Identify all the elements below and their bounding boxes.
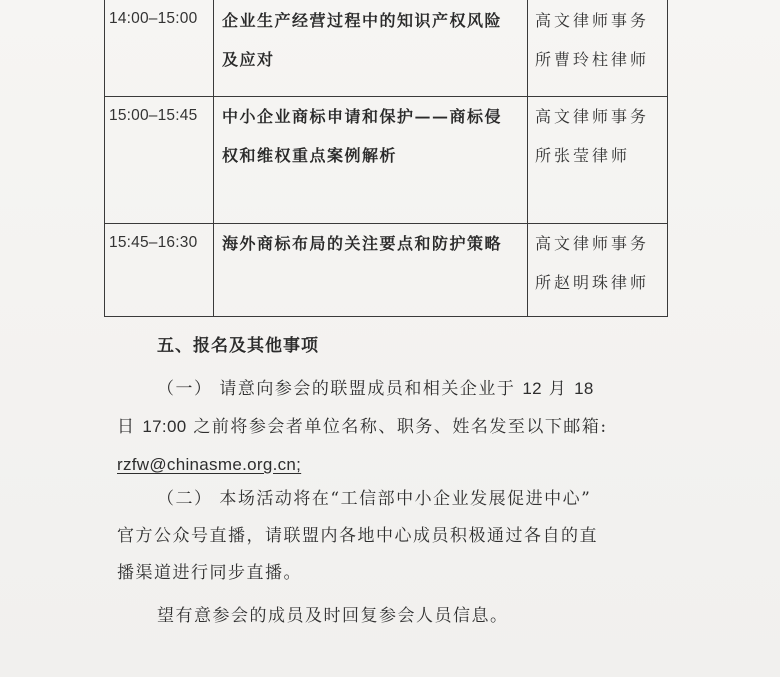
speaker-cell bbox=[528, 224, 668, 317]
text-run: 日 bbox=[117, 417, 143, 437]
time-cell: 15:45–16:30 bbox=[105, 224, 214, 317]
paragraph-line bbox=[117, 408, 677, 446]
section-heading: 五、报名及其他事项 bbox=[157, 336, 319, 356]
deadline-time: 17:00 bbox=[142, 417, 187, 436]
speaker-line: 高文律师事务 bbox=[535, 107, 650, 126]
time-cell: 14:00–15:00 bbox=[105, 0, 214, 97]
date-month: 12 bbox=[522, 379, 542, 398]
speaker-line: 所赵明珠律师 bbox=[535, 273, 650, 292]
topic-line: 海外商标布局的关注要点和防护策略 bbox=[222, 234, 503, 253]
table-row bbox=[105, 224, 668, 317]
paragraph-line bbox=[117, 370, 677, 408]
paragraph-registration bbox=[117, 370, 677, 484]
text-run: 月 bbox=[541, 379, 575, 399]
paragraph-livestream bbox=[117, 481, 677, 592]
topic-cell bbox=[214, 0, 528, 97]
table-row bbox=[105, 97, 668, 224]
paragraph-line bbox=[117, 446, 677, 484]
topic-cell bbox=[214, 224, 528, 317]
date-day: 18 bbox=[574, 379, 594, 398]
topic-cell bbox=[214, 97, 528, 224]
email-link[interactable]: rzfw@chinasme.org.cn; bbox=[117, 455, 302, 474]
speaker-cell bbox=[528, 0, 668, 97]
schedule-table bbox=[104, 0, 668, 317]
speaker-line: 所曹玲柱律师 bbox=[535, 50, 650, 69]
paragraph-line: 官方公众号直播，请联盟内各地中心成员积极通过各自的直 bbox=[117, 526, 598, 546]
paragraph-line: （二） 本场活动将在“工信部中小企业发展促进中心” bbox=[157, 489, 592, 509]
speaker-line: 高文律师事务 bbox=[535, 234, 650, 253]
text-run: （一） 请意向参会的联盟成员和相关企业于 bbox=[157, 379, 523, 399]
speaker-cell bbox=[528, 97, 668, 224]
topic-line: 中小企业商标申请和保护——商标侵 bbox=[222, 107, 503, 126]
topic-line: 及应对 bbox=[222, 50, 275, 69]
paragraph-line: 播渠道进行同步直播。 bbox=[117, 563, 302, 583]
topic-line: 权和维权重点案例解析 bbox=[222, 146, 398, 165]
speaker-line: 所张莹律师 bbox=[535, 146, 631, 165]
paragraph-reply bbox=[117, 598, 677, 635]
speaker-line: 高文律师事务 bbox=[535, 11, 650, 30]
paragraph-line: 望有意参会的成员及时回复参会人员信息。 bbox=[157, 606, 509, 626]
table-row bbox=[105, 0, 668, 97]
text-run: 之前将参会者单位名称、职务、姓名发至以下邮箱: bbox=[186, 417, 608, 437]
time-cell: 15:00–15:45 bbox=[105, 97, 214, 224]
topic-line: 企业生产经营过程中的知识产权风险 bbox=[222, 11, 503, 30]
